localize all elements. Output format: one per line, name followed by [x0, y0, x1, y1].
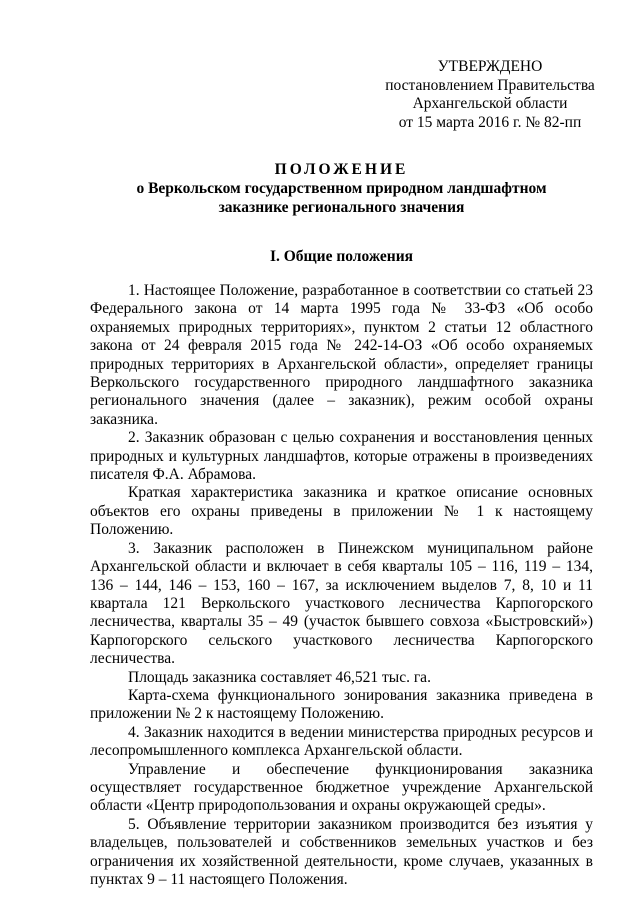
approval-date-number: от 15 марта 2016 г. № 82-пп [398, 113, 582, 131]
paragraph: Краткая характеристика заказника и краткое описание основных объектов его охраны приведены в приложении № 1 к настоящему Положению. [90, 484, 593, 539]
section-heading: I. Общие положения [269, 248, 414, 265]
document-title: ПОЛОЖЕНИЕ [274, 161, 409, 178]
approval-stamp [350, 58, 630, 132]
section-body [90, 282, 593, 889]
approval-region: Архангельской области [412, 95, 568, 112]
paragraph: 2. Заказник образован с целью сохранения и восстановления ценных природных и культурных ландшафтов, которые отражены в произведениях писателя Ф.А. Абрамова. [90, 429, 593, 484]
approval-authority: постановлением Правительства [385, 76, 595, 94]
document-subtitle-line-2: заказнике регионального значения [218, 199, 465, 216]
paragraph: Управление и обеспечение функционирования заказника осуществляет государственное бюджетное учреждение Архангельской области «Центр природопользования и охраны окружающей среды». [90, 760, 593, 815]
document-subtitle-line-1: о Веркольском государственном природном ландшафтном [136, 180, 547, 197]
paragraph: Площадь заказника составляет 46,521 тыс. га. [128, 668, 431, 686]
document-title-block [90, 160, 593, 217]
paragraph: 4. Заказник находится в ведении министерства природных ресурсов и лесопромышленного комплекса Архангельской области. [90, 723, 593, 760]
paragraph: 5. Объявление территории заказником производится без изъятия у владельцев, пользователей и собственников земельных участков и без ограничения их хозяйственной деятельности, кроме случаев, указанных в пунктах 9 – 11 настоящего Положения. [90, 815, 593, 888]
paragraph: Карта-схема функционального зонирования заказника приведена в приложении № 2 к настоящему Положению. [90, 686, 593, 723]
paragraph: 1. Настоящее Положение, разработанное в соответствии со статьей 23 Федерального закона от 14 марта 1995 года № 33-ФЗ «Об особо охраняемых природных территориях», пунктом 2 статьи 12 областного закона от 24 февраля 2015 года № 242-14-ОЗ «Об особо охраняемых природных территориях в Архангельской области», определяет границы Веркольского государственного природного ландшафтного заказника регионального значения (далее – заказник), режим особой охраны заказника. [90, 282, 593, 428]
approval-title: УТВЕРЖДЕНО [437, 58, 543, 75]
paragraph: 3. Заказник расположен в Пинежском муниципальном районе Архангельской области и включает в себя кварталы 105 – 116, 119 – 134, 136 – 144, 146 – 153, 160 – 167, за исключением выделов 7, 8, 10 и 11 квартала 121 Веркольского участкового лесничества Карпогорского лесничества, кварталы 35 – 49 (участок бывшего совхоза «Быстровский») Карпогорского сельского участкового лесничества Карпогорского лесничества. [90, 539, 593, 668]
